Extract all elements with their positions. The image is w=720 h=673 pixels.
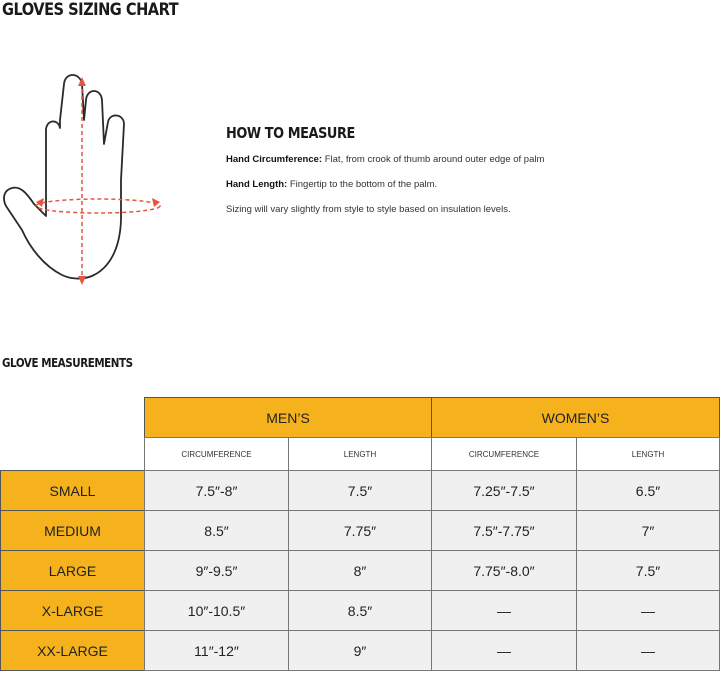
size-label-medium: MEDIUM [0,510,145,551]
table-cell: 6.5″ [576,470,720,511]
group-header-womens: WOMEN’S [431,397,720,438]
size-label-large: LARGE [0,550,145,591]
table-cell: 8.5″ [144,510,289,551]
length-instruction [226,179,686,190]
subheader-mens-circumference: CIRCUMFERENCE [144,437,289,471]
table-title: GLOVE MEASUREMENTS [2,356,133,370]
table-cell: — [431,630,577,671]
hand-outline [4,75,124,279]
table-cell: — [576,630,720,671]
page-title: GLOVES SIZING CHART [2,0,179,20]
sizing-note: Sizing will vary slightly from style to style based on insulation levels. [226,204,511,215]
length-text: Fingertip to the bottom of the palm. [287,179,438,190]
table-cell: — [431,590,577,631]
circumference-label: Hand Circumference: [226,154,323,165]
table-cell: 7.5″ [288,470,432,511]
how-to-measure-heading: HOW TO MEASURE [226,124,355,142]
circumference-arrow [36,199,160,213]
subheader-mens-length: LENGTH [288,437,432,471]
hand-diagram-icon [0,70,170,290]
sizing-table [0,397,720,673]
table-cell: — [576,590,720,631]
arrow-head-left [36,198,44,207]
table-cell: 7.25″-7.5″ [431,470,577,511]
subheader-womens-length: LENGTH [576,437,720,471]
table-cell: 7.5″ [576,550,720,591]
table-cell: 7.5″-8″ [144,470,289,511]
size-label-xx-large: XX-LARGE [0,630,145,671]
table-cell: 11″-12″ [144,630,289,671]
circumference-text: Flat, from crook of thumb around outer edge of palm [322,154,545,165]
table-cell: 8″ [288,550,432,591]
length-label: Hand Length: [226,179,288,190]
circumference-instruction [226,154,686,165]
size-label-x-large: X-LARGE [0,590,145,631]
arrow-head-right [152,198,160,207]
group-header-mens: MEN’S [144,397,432,438]
table-cell: 8.5″ [288,590,432,631]
table-cell: 10″-10.5″ [144,590,289,631]
table-cell: 7.5″-7.75″ [431,510,577,551]
arrow-head-bottom [78,276,86,285]
table-cell: 7″ [576,510,720,551]
table-cell: 7.75″ [288,510,432,551]
table-cell: 9″-9.5″ [144,550,289,591]
subheader-womens-circumference: CIRCUMFERENCE [431,437,577,471]
size-label-small: SMALL [0,470,145,511]
how-to-measure-section [226,124,686,229]
table-cell: 9″ [288,630,432,671]
table-cell: 7.75″-8.0″ [431,550,577,591]
